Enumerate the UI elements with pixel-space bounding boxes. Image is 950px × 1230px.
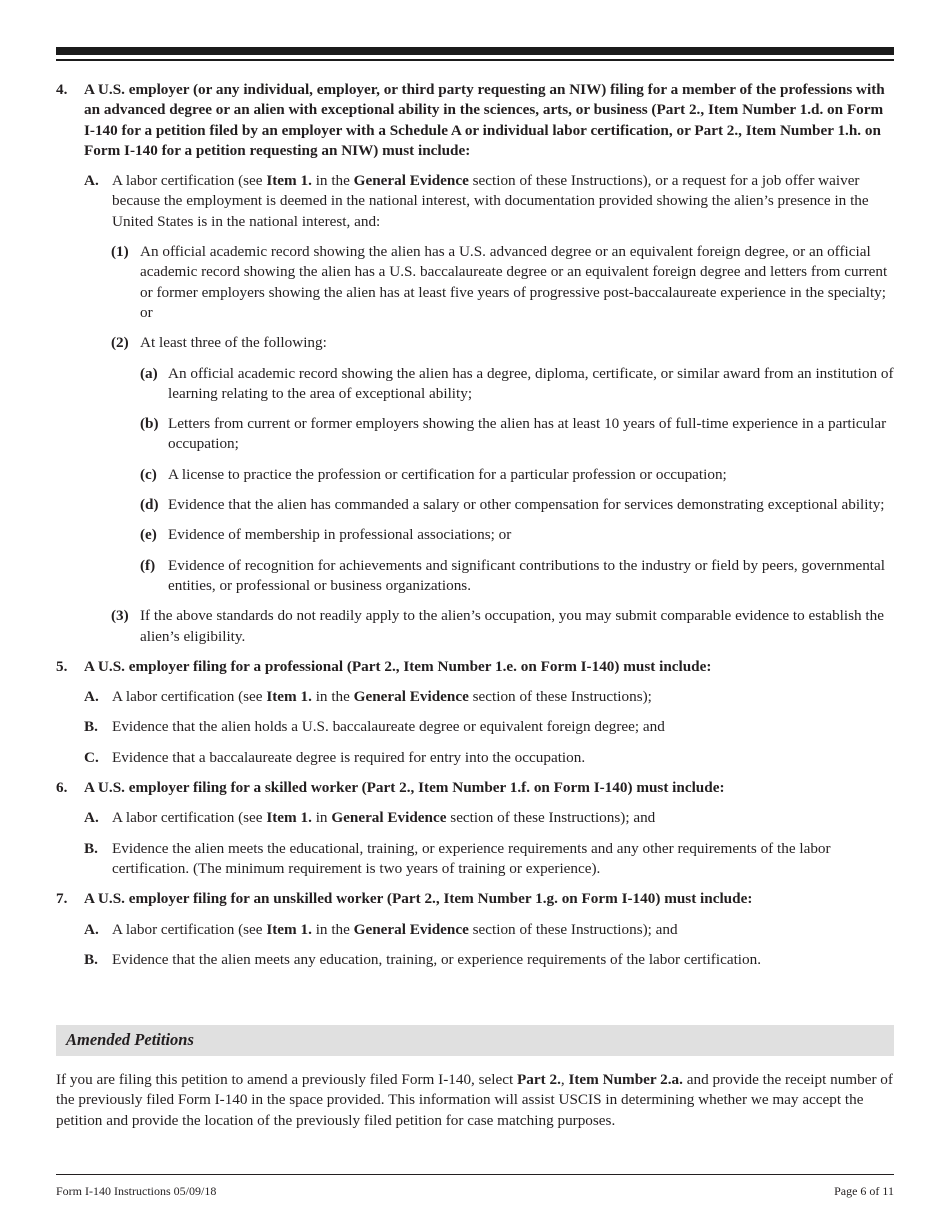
sub-text: An official academic record showing the alien has a U.S. advanced degree or an equivalent foreign degree, or an official academic record showing the alien has a U.S. baccalaureate degree or an equivalent foreign degree and letters from current or former employers showing the alien has at least five years of progressive post-baccalaureate experience in the specialty; or — [140, 243, 888, 321]
section-title: Amended Petitions — [66, 1030, 194, 1049]
item-4-a-2-f — [140, 556, 896, 597]
footer-form-id: Form I-140 Instructions 05/09/18 — [56, 1184, 217, 1198]
sub-text: A labor certification (see Item 1. in General Evidence section of these Instructions); and — [112, 809, 656, 827]
sub-letter: A. — [84, 920, 99, 938]
item-6 — [56, 778, 896, 798]
item-5-c — [84, 748, 896, 768]
item-4-a-2 — [111, 333, 896, 353]
sub-text: Evidence that the alien meets any education, training, or experience requirements of the labor certification. — [112, 950, 761, 968]
item-7-a — [84, 920, 896, 940]
sub-text: A labor certification (see Item 1. in the General Evidence section of these Instructions); and — [112, 920, 678, 938]
sub-letter: B. — [84, 839, 98, 857]
sub-letter: (a) — [140, 364, 158, 382]
sub-text: A license to practice the profession or certification for a particular profession or occupation; — [168, 465, 727, 483]
sub-letter: A. — [84, 688, 99, 706]
item-4-a — [84, 171, 896, 232]
sub-text: Evidence that the alien has commanded a salary or other compensation for services demonstrating exceptional ability; — [168, 496, 885, 514]
sub-letter: (b) — [140, 415, 159, 433]
item-4 — [56, 80, 896, 161]
item-heading: A U.S. employer filing for an unskilled worker (Part 2., Item Number 1.g. on Form I-140) must include: — [84, 890, 753, 908]
item-7-b — [84, 950, 896, 970]
sub-number: (3) — [111, 607, 129, 625]
item-number: 6. — [56, 779, 68, 797]
item-6-a — [84, 808, 896, 828]
instructions-body — [56, 80, 896, 980]
sub-letter: B. — [84, 718, 98, 736]
sub-letter: C. — [84, 748, 99, 766]
sub-letter: A. — [84, 809, 99, 827]
item-4-a-2-d — [140, 495, 896, 515]
item-4-a-3 — [111, 606, 896, 647]
item-4-a-2-c — [140, 465, 896, 485]
sub-letter: (c) — [140, 465, 157, 483]
sub-letter: (d) — [140, 496, 159, 514]
sub-text: An official academic record showing the alien has a degree, diploma, certificate, or similar award from an institution of learning relating to the area of exceptional ability; — [168, 364, 894, 402]
amended-petitions-paragraph: If you are filing this petition to amend a previously filed Form I-140, select Part 2., Item Number 2.a. and provide the receipt number of the previously filed Form I-140 in the space provided. This information will assist USCIS in determining whether we may accept the petition and provide the location of the previously filed petition for case matching purposes. — [56, 1071, 893, 1129]
item-6-b — [84, 839, 896, 880]
item-4-a-2-e — [140, 525, 896, 545]
sub-text: Evidence that a baccalaureate degree is required for entry into the occupation. — [112, 748, 586, 766]
item-4-a-2-b — [140, 414, 896, 455]
header-rule-thick — [56, 47, 894, 55]
header-rule-thin — [56, 59, 894, 61]
item-4-a-2-a — [140, 364, 896, 405]
item-5 — [56, 657, 896, 677]
sub-letter: A. — [84, 172, 99, 190]
sub-text: A labor certification (see Item 1. in the General Evidence section of these Instructions); — [112, 688, 652, 706]
footer-page-number: Page 6 of 11 — [834, 1184, 894, 1198]
item-7 — [56, 889, 896, 909]
sub-text: A labor certification (see Item 1. in the General Evidence section of these Instructions), or a request for a job offer waiver because the employment is deemed in the national interest, with documentation provided showing the alien’s presence in the United States is in the national interest, and: — [112, 172, 869, 230]
sub-text: If the above standards do not readily apply to the alien’s occupation, you may submit comparable evidence to establish the alien’s eligibility. — [140, 607, 884, 645]
item-heading: A U.S. employer filing for a skilled worker (Part 2., Item Number 1.f. on Form I-140) must include: — [84, 779, 725, 797]
sub-letter: B. — [84, 950, 98, 968]
sub-text: Evidence of membership in professional associations; or — [168, 526, 512, 544]
sub-text: At least three of the following: — [140, 334, 327, 352]
sub-letter: (e) — [140, 526, 157, 544]
sub-letter: (f) — [140, 556, 156, 574]
sub-text: Evidence that the alien holds a U.S. baccalaureate degree or equivalent foreign degree; and — [112, 718, 665, 736]
sub-text: Evidence the alien meets the educational, training, or experience requirements and any other requirements of the labor certification. (The minimum requirement is two years of training or experience). — [112, 839, 831, 877]
item-number: 4. — [56, 81, 68, 98]
item-heading: A U.S. employer (or any individual, employer, or third party requesting an NIW) filing for a member of the professions with an advanced degree or an alien with exceptional ability in the sciences, arts, or business (Part 2., Item Number 1.d. on Form I-140 for a petition filed by an employer with a Schedule A or individual labor certification, or Part 2., Item Number 1.h. on Form I-140 for a petition requesting an NIW) must include: — [84, 81, 885, 159]
item-5-b — [84, 717, 896, 737]
footer-rule — [56, 1174, 894, 1175]
item-number: 5. — [56, 657, 68, 675]
sub-number: (1) — [111, 243, 129, 261]
sub-text: Evidence of recognition for achievements and significant contributions to the industry or field by peers, governmental entities, or professional or business organizations. — [168, 556, 885, 594]
item-number: 7. — [56, 890, 68, 908]
item-5-a — [84, 687, 896, 707]
sub-text: Letters from current or former employers showing the alien has at least 10 years of full-time experience in a particular occupation; — [168, 415, 887, 453]
item-heading: A U.S. employer filing for a professional (Part 2., Item Number 1.e. on Form I-140) must include: — [84, 657, 712, 675]
section-header-amended-petitions — [56, 1025, 894, 1056]
sub-number: (2) — [111, 334, 129, 352]
item-4-a-1 — [111, 242, 896, 323]
